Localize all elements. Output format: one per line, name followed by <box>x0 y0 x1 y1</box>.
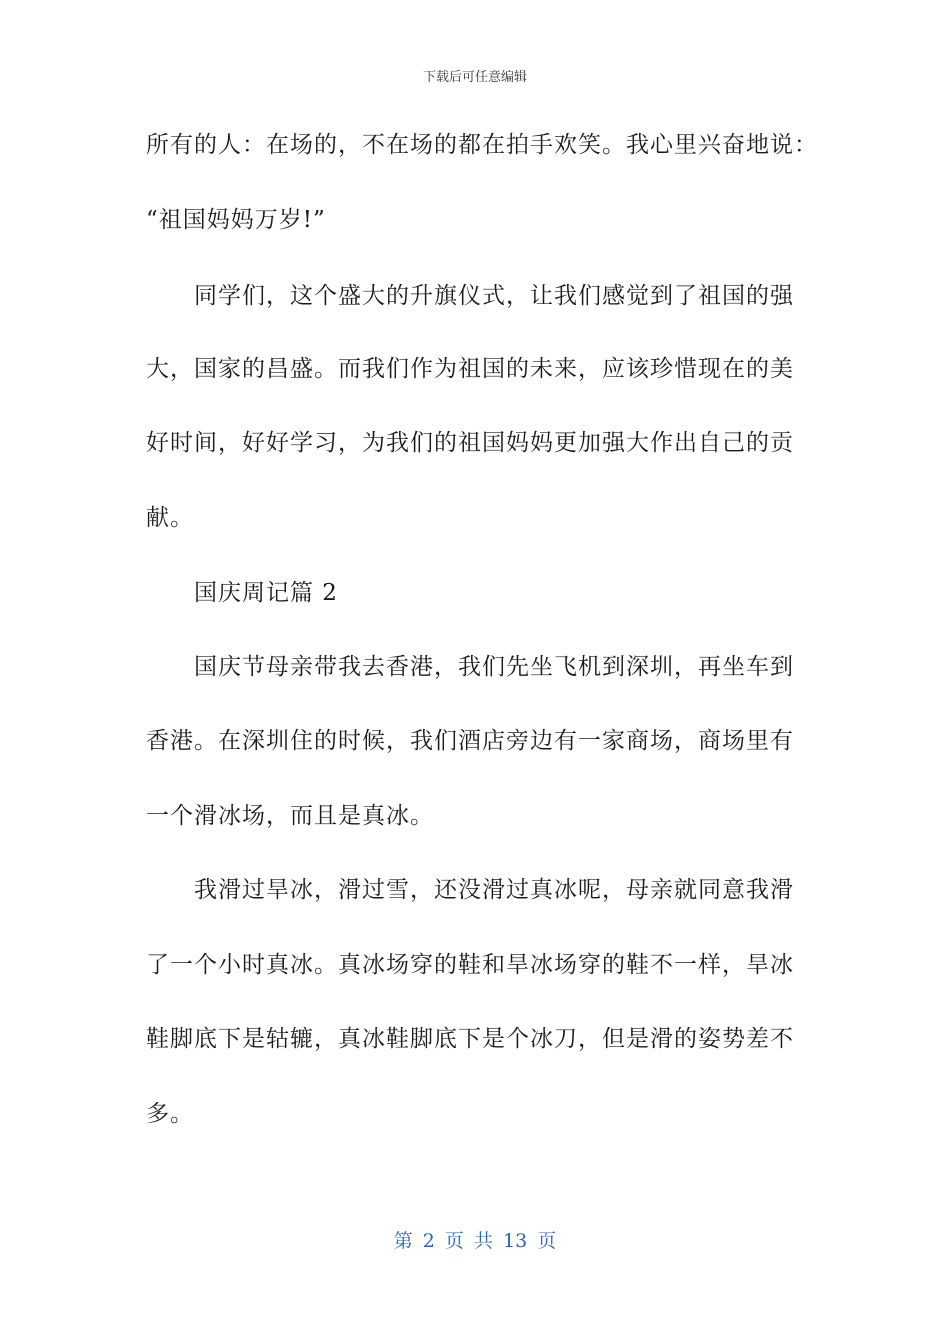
paragraph-line: 一个滑冰场，而且是真冰。 <box>146 803 434 829</box>
section-heading: 国庆周记篇 2 <box>194 580 338 606</box>
paragraph-line: 所有的人：在场的，不在场的都在拍手欢笑。我心里兴奋地说： <box>146 132 818 158</box>
paragraph-line: 好时间，好好学习，为我们的祖国妈妈更加强大作出自己的贡 <box>146 430 794 456</box>
paragraph-line: 献。 <box>146 505 194 531</box>
paragraph-line: 多。 <box>146 1101 194 1127</box>
page-number-footer: 第 2 页 共 13 页 <box>393 1230 557 1252</box>
paragraph-line: 我滑过旱冰，滑过雪，还没滑过真冰呢，母亲就同意我滑 <box>194 877 794 903</box>
paragraph-line: 同学们，这个盛大的升旗仪式，让我们感觉到了祖国的强 <box>194 283 794 309</box>
paragraph-line: 了一个小时真冰。真冰场穿的鞋和旱冰场穿的鞋不一样，旱冰 <box>146 952 794 978</box>
paragraph-line: 鞋脚底下是轱辘，真冰鞋脚底下是个冰刀，但是滑的姿势差不 <box>146 1026 794 1052</box>
paragraph-line: 国庆节母亲带我去香港，我们先坐飞机到深圳，再坐车到 <box>194 654 794 680</box>
page-header: 下载后可任意编辑 <box>422 70 527 85</box>
paragraph-line: 香港。在深圳住的时候，我们酒店旁边有一家商场，商场里有 <box>146 728 794 754</box>
paragraph-line: 大，国家的昌盛。而我们作为祖国的未来，应该珍惜现在的美 <box>146 356 794 382</box>
paragraph-line: “祖国妈妈万岁!” <box>146 207 326 233</box>
